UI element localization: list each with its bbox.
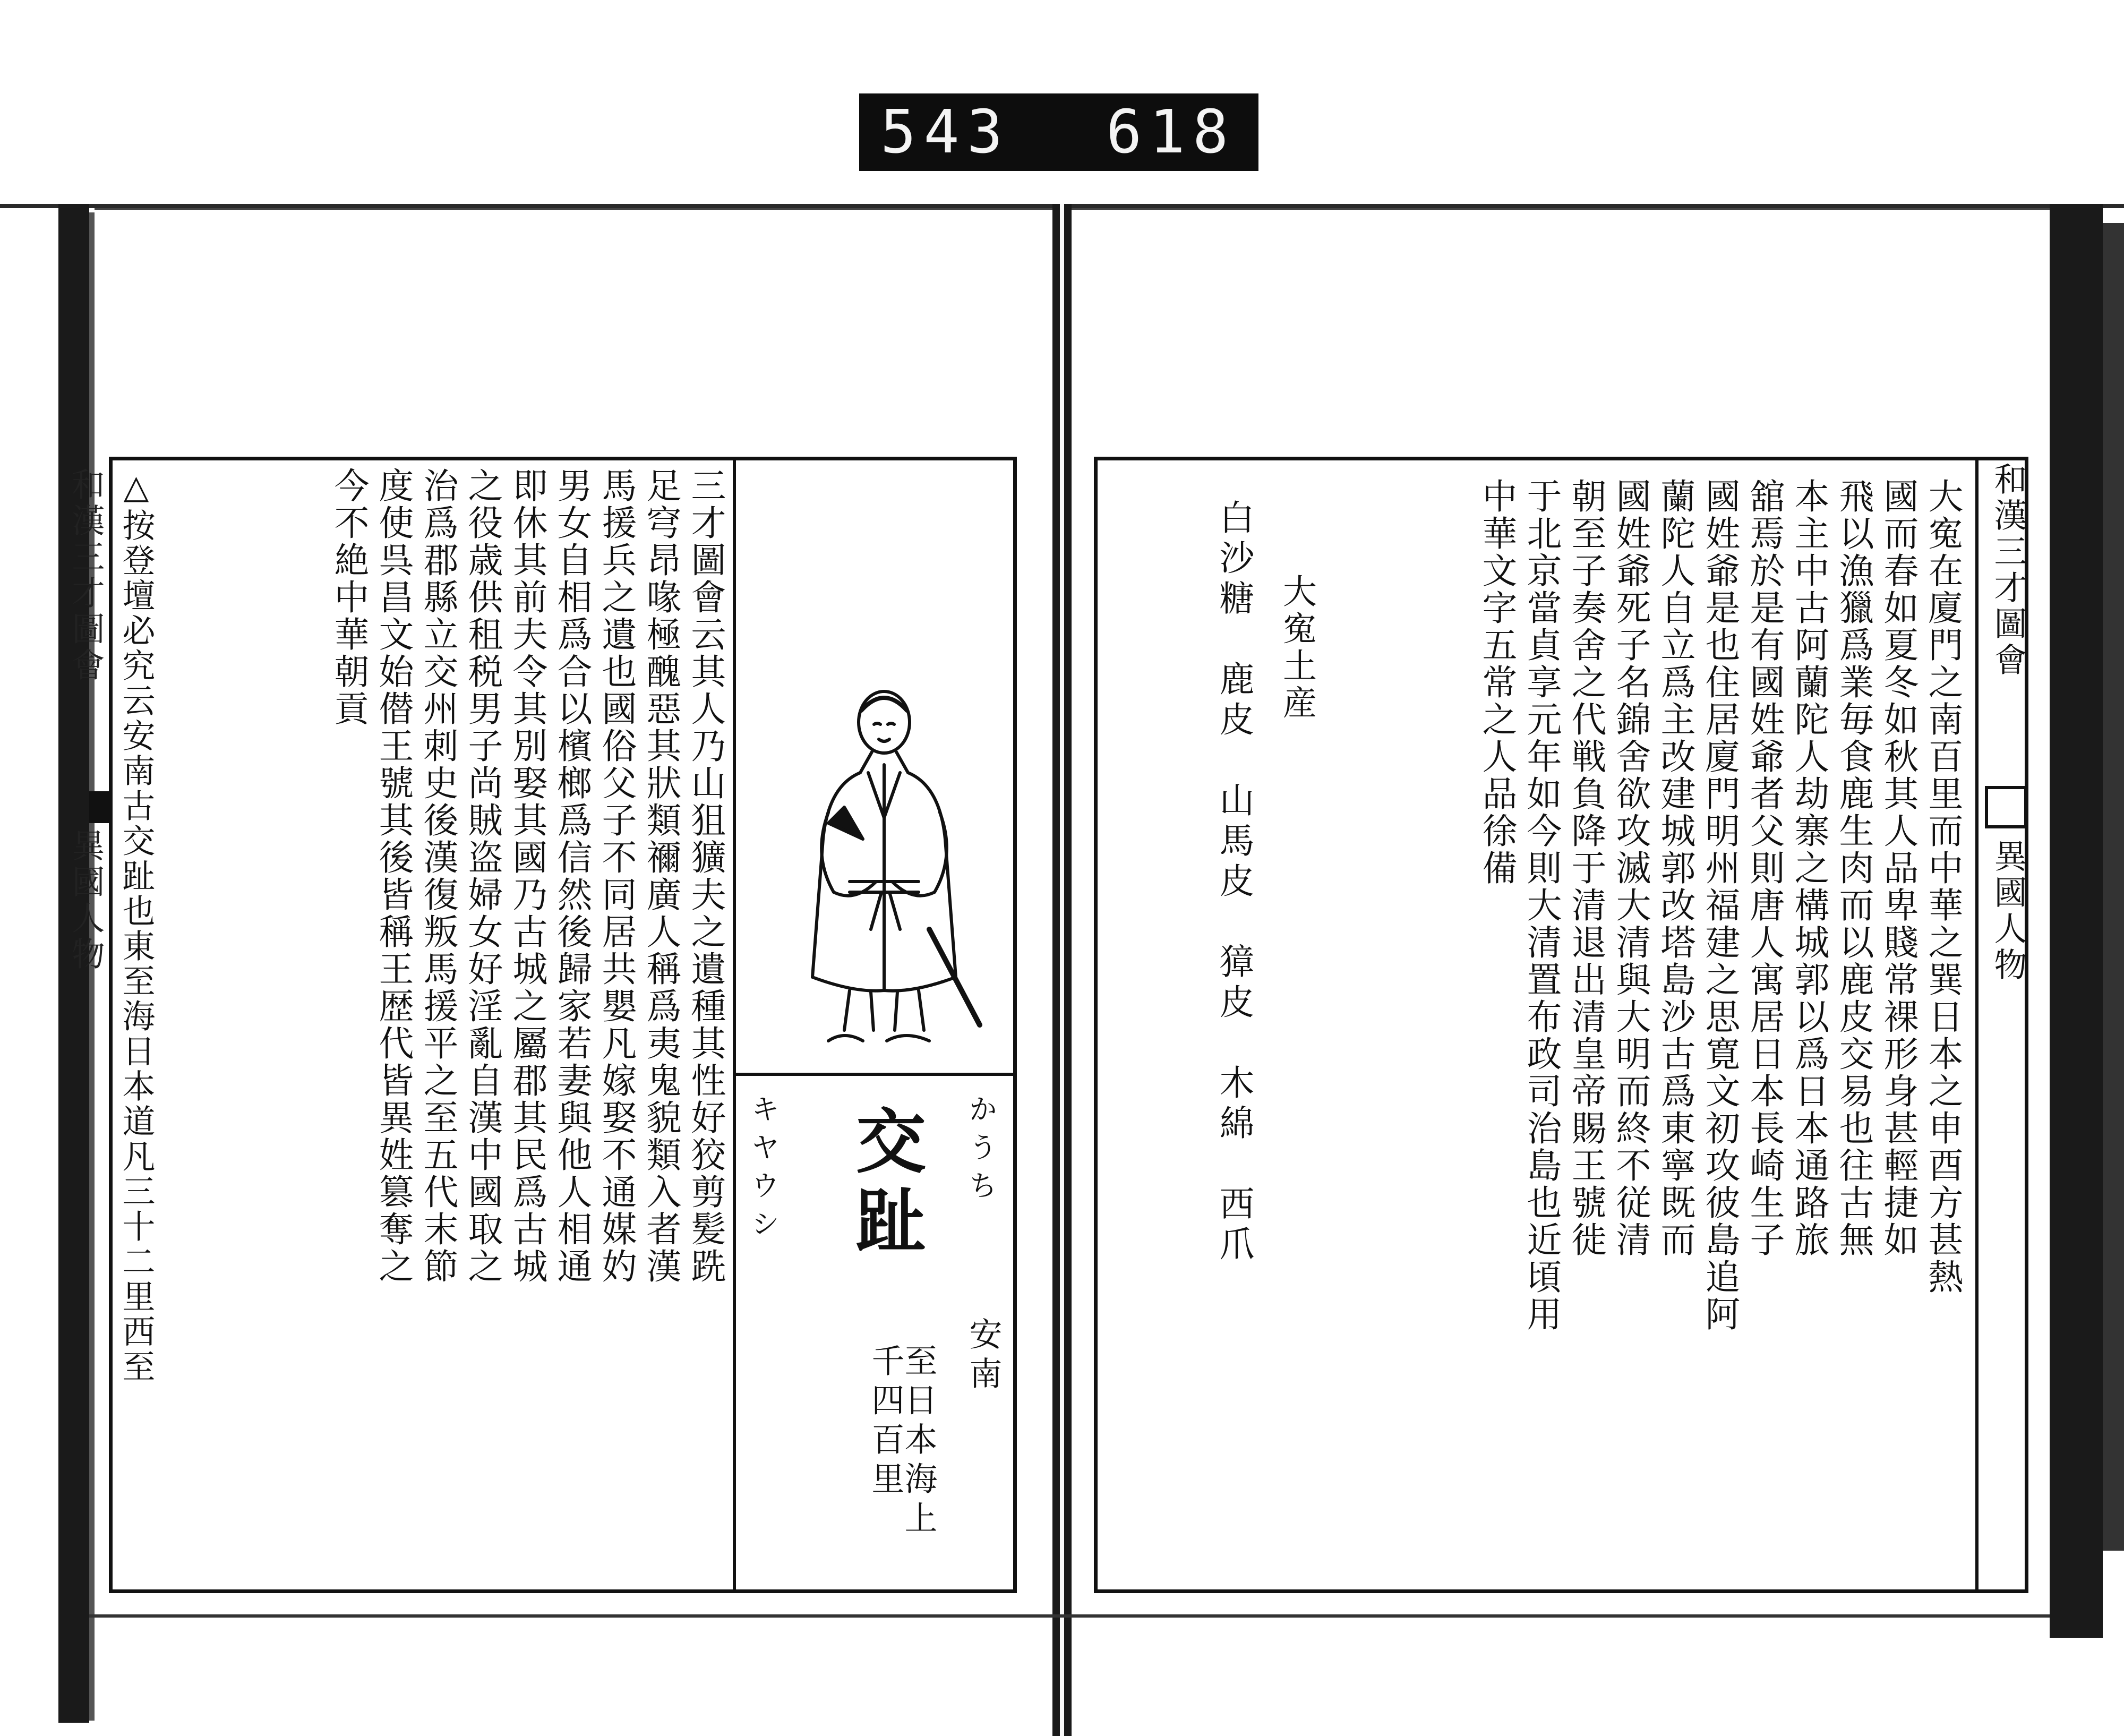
- right-book-edge-outer: [2103, 223, 2124, 1551]
- entry-distance: 至日本海上千四百里: [866, 1344, 938, 1540]
- left-page-commentary: △按登壇必究云安南古交趾也東至海日本道凡三十二里西至: [117, 467, 156, 1384]
- catalog-number-right: 618: [1106, 98, 1236, 167]
- left-margin-section: 異國人物: [66, 828, 105, 973]
- right-products-heading: 大寃土産: [1277, 574, 1316, 722]
- entry-title: 交趾: [844, 1105, 926, 1264]
- right-page-top-edge: [1072, 208, 2050, 210]
- right-margin-tab: [1985, 786, 2027, 828]
- book-gutter-gap: [1060, 204, 1064, 1736]
- right-page-main-text: 大寃在廈門之南百里而中華之巽日本之申酉方甚熱 國而春如夏冬如秋其人品卑賤常裸形身甚輕捷如 飛以漁獵爲業毎食鹿生肉而以鹿皮交易也往古無 本主中古阿蘭陀人劫寨之構城郭以爲日本通路旅 舘焉於是有國姓爺者父則唐人寓居日本長崎生子 國姓爺是也住居廈門明州福建之思寛文初攻彼島追阿 蘭陀人自立爲主改建城郭改塔島沙古爲東寧既而 國姓爺死子名錦舍欲攻滅大清與大明而終不従清 朝至子奏舍之代戦負降于清退出清皇帝賜王號徙 于北京當貞享元年如今則大清置布政司治島也近頃用 中華文字五常之人品徐備: [1476, 478, 1963, 1333]
- entry-reading-kana-alt: キヤウシ: [747, 1094, 780, 1247]
- entry-country: 安南: [964, 1317, 1003, 1396]
- left-page-main-text: 三才圖會云其人乃山狙獷夫之遺種其性好狡剪髪跣 足穹昂喙極醜惡其狀類禰廣人稱爲夷鬼貌類入者漢 馬援兵之遺也國俗父子不同居共嬰凡嫁娶不通媒妁 男女自相爲合以檳榔爲信然後歸家若妻與他人相通 即休其前夫令其別娶其國乃古城之屬郡其民爲古城 之役歳供租税男子尚賊盗婦女好淫亂自漢中國取之 治爲郡縣立交州刺史後漢復叛馬援平之至五代末節 度使呉昌文始僣王號其後皆稱王歴代皆異姓篡奪之 今不絶中華朝貢: [328, 467, 726, 1285]
- person-illustration: [770, 680, 998, 1062]
- left-page-illustration-divider: [733, 1073, 1013, 1076]
- left-margin-tab: [89, 791, 109, 823]
- catalog-number-label: [859, 93, 1258, 171]
- right-products-list: 白沙糖 鹿皮 山馬皮 獐皮 木綿 西爪: [1213, 499, 1254, 1266]
- catalog-number-left: 543: [880, 98, 1010, 167]
- left-margin-title: 和漢三才圖會: [66, 467, 105, 684]
- right-margin-section: 異國人物: [1989, 839, 2027, 984]
- right-margin-rule: [1975, 460, 1979, 1590]
- entry-reading-kana: かうち: [964, 1094, 998, 1209]
- left-page-top-edge: [95, 208, 1052, 210]
- right-book-edge: [2050, 204, 2103, 1638]
- right-margin-title: 和漢三才圖會: [1989, 462, 2027, 679]
- left-page-column-divider: [733, 460, 736, 1590]
- page-bottom-edge: [89, 1614, 2050, 1618]
